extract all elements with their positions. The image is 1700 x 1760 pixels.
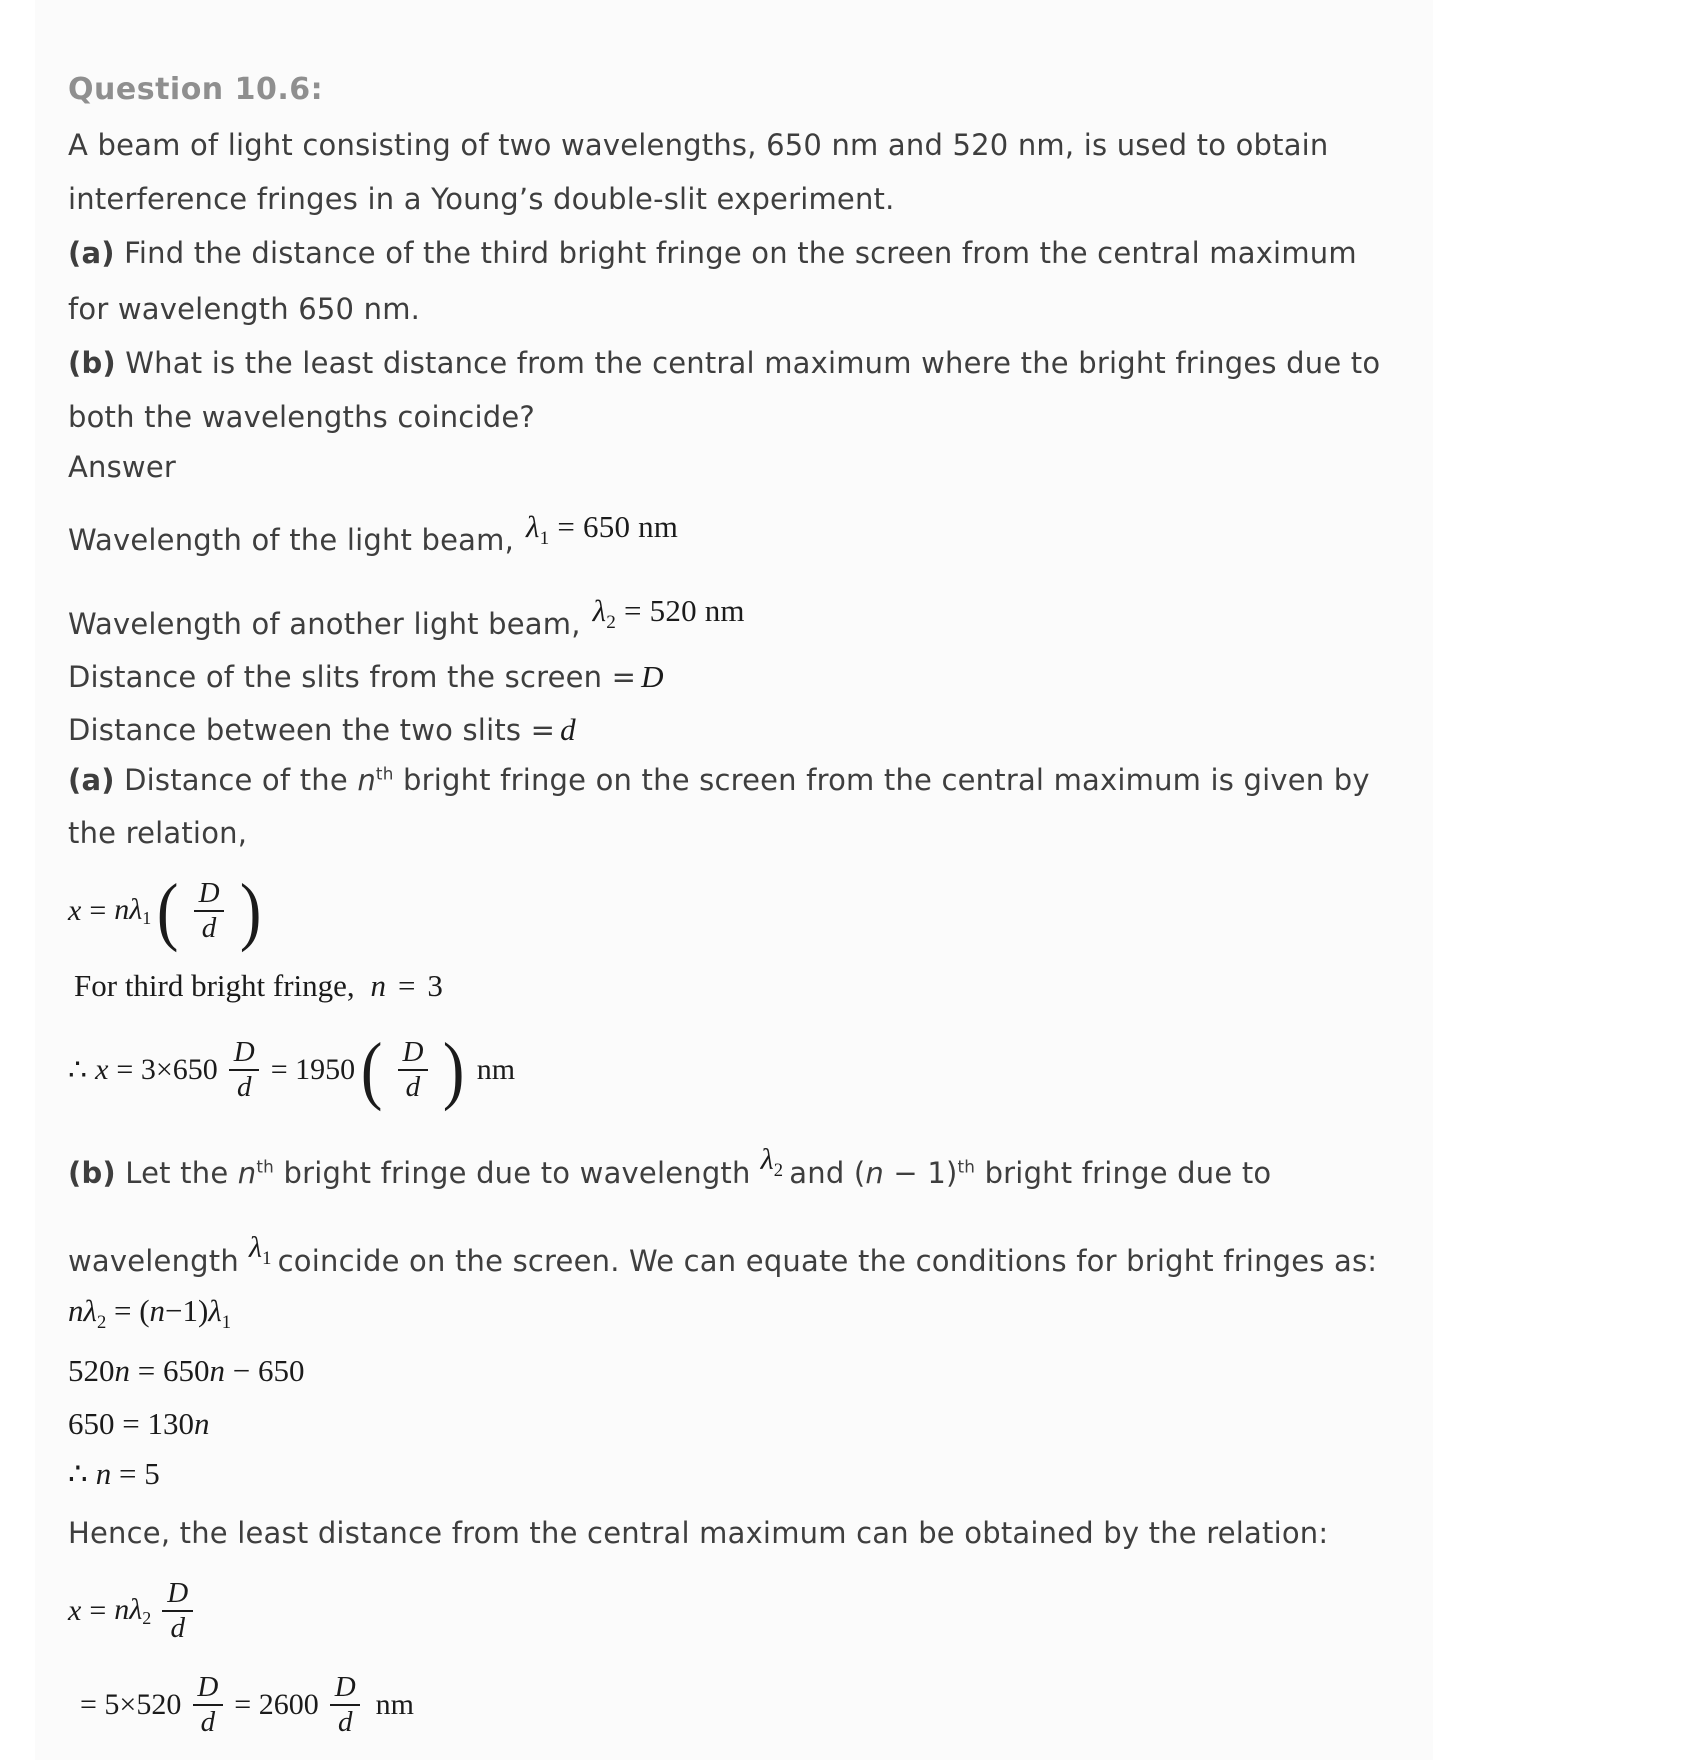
denominator-d: d xyxy=(194,910,225,945)
equals-sign: = xyxy=(397,968,416,1003)
unit-nm: nm xyxy=(476,1053,516,1086)
equals-sign: = xyxy=(89,894,107,927)
given-slit-distance xyxy=(68,712,576,748)
numerator-D: D xyxy=(233,1035,255,1068)
var-n: n xyxy=(114,1353,130,1388)
b-text-b: bright fringe due to wavelength xyxy=(283,1156,751,1190)
coefficient-n-lambda xyxy=(114,893,151,929)
equals-sign: = xyxy=(89,1594,107,1627)
equation-condition xyxy=(68,1293,231,1334)
given-4-text: Distance between the two slits = xyxy=(68,713,556,747)
b-text-g: coincide on the screen. We can equate the conditions for bright fringes as: xyxy=(277,1244,1378,1278)
solution-a-line-1 xyxy=(68,763,1370,797)
fraction-D-over-d xyxy=(191,877,228,946)
n-lambda: nλ xyxy=(114,893,143,926)
part-b-text-1: What is the least distance from the central maximum where the bright fringes due to xyxy=(125,346,1381,380)
b-text-e: bright fringe due to xyxy=(984,1156,1272,1190)
part-a-tag: (a) xyxy=(68,236,115,270)
var-x: x xyxy=(95,1053,109,1086)
numerator-D: D xyxy=(402,1035,424,1068)
mid-1950: = 1950 xyxy=(270,1053,356,1086)
var-x: x xyxy=(68,894,82,927)
mid-2600: = 2600 xyxy=(234,1688,319,1721)
variable-n: n xyxy=(237,1156,257,1190)
question-intro-line-2: interference fringes in a Young’s double-slit experiment. xyxy=(68,182,895,216)
given-1-math xyxy=(526,509,678,550)
var-n: n xyxy=(193,1406,210,1441)
variable-D: D xyxy=(641,659,664,694)
fringe-text: For third bright fringe, xyxy=(74,968,355,1003)
solution-a-text-pre: Distance of the xyxy=(124,763,348,797)
var-n: n xyxy=(149,1293,166,1328)
given-2-value: = 520 nm xyxy=(624,593,745,628)
ordinal-th: th xyxy=(375,763,394,784)
lhs-650: 650 = 130 xyxy=(68,1406,194,1441)
equation-fringe-distance: x = $n\lambda_1$ ( $\frac{D}{d}$ ) xyxy=(68,869,261,953)
b-text-c: and ( xyxy=(789,1156,866,1190)
solution-b-line-1 xyxy=(68,1143,1272,1196)
lead-5x520: = 5×520 xyxy=(80,1688,182,1721)
third-fringe-condition xyxy=(74,968,443,1004)
equation-result-a: ∴ x = 3×650 $\frac{D}{d}$ = 1950 ( $\frac{D}{d}$ ) nm xyxy=(68,1028,516,1112)
n-lambda: nλ xyxy=(114,1593,143,1626)
lambda-1-raised xyxy=(249,1231,272,1270)
question-part-b-line-1 xyxy=(68,346,1380,380)
equation-least-distance xyxy=(68,1572,204,1650)
denominator-d: d xyxy=(229,1069,260,1104)
denominator-d: d xyxy=(162,1610,193,1645)
lambda-subscript: 1 xyxy=(142,908,152,928)
lambda-2-raised xyxy=(761,1143,784,1182)
answer-label: Answer xyxy=(68,450,177,484)
solution-a-text-post: bright fringe on the screen from the central maximum is given by xyxy=(403,763,1370,797)
question-part-a-line-2: for wavelength 650 nm. xyxy=(68,292,421,326)
lambda-subscript: 2 xyxy=(773,1160,784,1181)
equation-650-130n xyxy=(68,1406,209,1442)
given-3-text: Distance of the slits from the screen = xyxy=(68,660,637,694)
numerator-D: D xyxy=(198,876,220,909)
numerator-D: D xyxy=(167,1576,189,1609)
equation-520n xyxy=(68,1353,304,1389)
given-screen-distance xyxy=(68,659,664,695)
given-wavelength-2 xyxy=(68,593,745,647)
lambda-subscript: 2 xyxy=(142,1608,152,1628)
denominator-d: d xyxy=(193,1704,224,1739)
part-b-tag: (b) xyxy=(68,1156,116,1190)
lambda-symbol: λ xyxy=(592,593,607,628)
given-wavelength-1 xyxy=(68,509,679,563)
lambda-subscript: 1 xyxy=(221,1312,232,1334)
fraction-D-over-d xyxy=(226,1036,263,1105)
therefore-symbol: ∴ xyxy=(68,1456,88,1491)
num-520: 520 xyxy=(68,1353,115,1388)
equals-sign: = xyxy=(113,1293,132,1328)
lambda-symbol: λ xyxy=(83,1293,97,1328)
therefore-symbol: ∴ xyxy=(68,1053,88,1087)
ordinal-th: th xyxy=(256,1156,275,1177)
equation-final-result xyxy=(80,1666,414,1744)
lambda-subscript: 1 xyxy=(262,1248,272,1269)
variable-d: d xyxy=(560,712,576,747)
value-3: 3 xyxy=(427,968,443,1003)
question-part-a-line-1 xyxy=(68,236,1357,270)
equals-650: = 650 xyxy=(137,1353,210,1388)
numerator-D: D xyxy=(197,1670,219,1703)
solution-a-line-2: the relation, xyxy=(68,816,248,850)
denominator-d: d xyxy=(330,1704,361,1739)
lambda-symbol: λ xyxy=(248,1231,263,1264)
b-text-a: Let the xyxy=(125,1156,229,1190)
equation-n-equals-5 xyxy=(68,1456,160,1492)
hence-line: Hence, the least distance from the central maximum can be obtained by the relation: xyxy=(68,1516,1329,1550)
unit-nm: nm xyxy=(375,1688,415,1721)
var-n: n xyxy=(68,1293,84,1328)
paren-open: ( xyxy=(139,1293,150,1328)
fraction-D-over-d xyxy=(189,1671,226,1740)
paren-close: ) xyxy=(198,1293,209,1328)
lambda-symbol: λ xyxy=(208,1293,222,1328)
fraction-D-over-d xyxy=(394,1036,431,1105)
value-5: = 5 xyxy=(118,1456,160,1491)
var-n: n xyxy=(209,1353,225,1388)
part-a-tag: (a) xyxy=(68,763,115,797)
b-text-f: wavelength xyxy=(68,1244,239,1278)
lambda-subscript: 2 xyxy=(606,612,617,634)
lambda-symbol: λ xyxy=(526,509,540,544)
lead-3x650: = 3×650 xyxy=(116,1053,218,1086)
given-1-text: Wavelength of the light beam, xyxy=(68,523,515,557)
var-x: x xyxy=(68,1594,82,1627)
b-text-d: − 1) xyxy=(893,1156,958,1190)
given-2-math xyxy=(593,593,745,634)
minus-650: − 650 xyxy=(232,1353,305,1388)
variable-n: n xyxy=(865,1156,884,1190)
minus-one: −1 xyxy=(165,1293,199,1328)
numerator-D: D xyxy=(334,1670,356,1703)
given-2-text: Wavelength of another light beam, xyxy=(68,607,581,641)
lambda-subscript: 1 xyxy=(539,528,550,550)
given-1-value: = 650 nm xyxy=(557,509,679,544)
var-n: n xyxy=(370,968,386,1003)
denominator-d: d xyxy=(398,1069,429,1104)
fraction-D-over-d xyxy=(327,1671,364,1740)
part-b-tag: (b) xyxy=(68,346,116,380)
fraction-D-over-d xyxy=(159,1577,196,1646)
question-intro-line-1: A beam of light consisting of two wavelengths, 650 nm and 520 nm, is used to obtain xyxy=(68,128,1329,162)
variable-n: n xyxy=(357,763,376,797)
part-a-text-1: Find the distance of the third bright fringe on the screen from the central maximum xyxy=(124,236,1357,270)
lambda-symbol: λ xyxy=(760,1143,774,1176)
question-part-b-line-2: both the wavelengths coincide? xyxy=(68,400,535,434)
question-heading: Question 10.6: xyxy=(68,72,324,107)
var-n: n xyxy=(95,1456,112,1491)
solution-b-line-2 xyxy=(68,1231,1378,1284)
ordinal-th: th xyxy=(957,1156,976,1177)
lambda-subscript: 2 xyxy=(96,1312,107,1334)
coefficient-n-lambda xyxy=(114,1593,151,1629)
